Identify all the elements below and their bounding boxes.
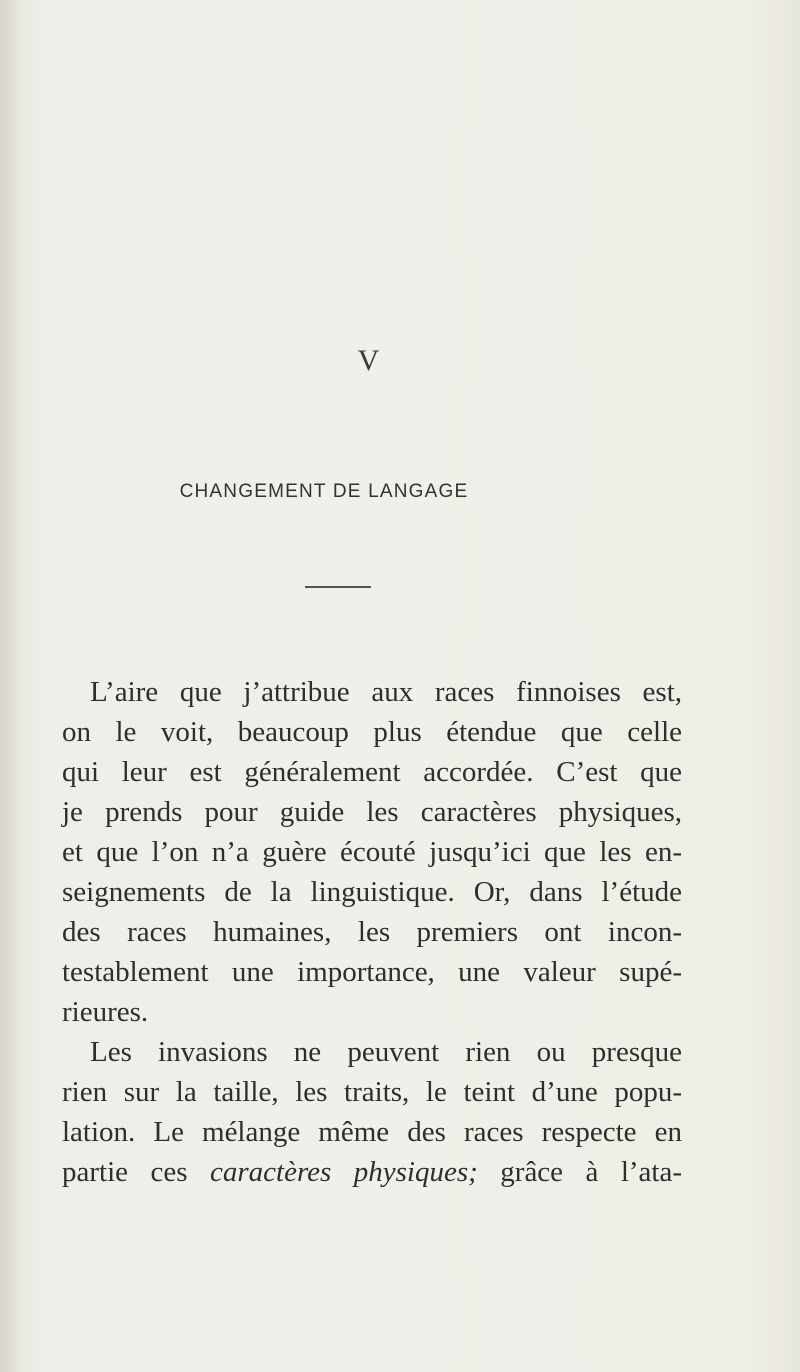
italic-phrase: caractères physiques;: [209, 1156, 478, 1188]
text-line: testablement une importance, une valeur supé-: [62, 956, 682, 988]
text-line: je prends pour guide les caractères physiques,: [62, 796, 682, 828]
text-line: et que l’on n’a guère écouté jusqu’ici que les en-: [62, 836, 682, 868]
section-rule: [305, 586, 371, 588]
text-line: rieures.: [62, 996, 149, 1028]
text-line: rien sur la taille, les traits, le teint d’une popu-: [62, 1076, 682, 1108]
text-segment: grâce à l’ata-: [500, 1156, 683, 1188]
page-gutter-shadow: [0, 0, 22, 1372]
text-segment: partie ces: [62, 1156, 188, 1188]
text-line: on le voit, beaucoup plus étendue que celle: [62, 716, 682, 748]
text-line: L’aire que j’attribue aux races finnoises est,: [90, 676, 682, 708]
text-line: des races humaines, les premiers ont incon-: [62, 916, 682, 948]
body-text: [62, 672, 682, 1192]
chapter-number: V: [357, 344, 381, 377]
text-line: qui leur est généralement accordée. C’est que: [62, 756, 682, 788]
chapter-title: CHANGEMENT DE LANGAGE: [179, 481, 469, 502]
text-line: Les invasions ne peuvent rien ou presque: [90, 1036, 682, 1068]
text-line: lation. Le mélange même des races respecte en: [62, 1116, 682, 1148]
text-line-final: [62, 1152, 682, 1192]
text-line: seignements de la linguistique. Or, dans l’étude: [62, 876, 682, 908]
